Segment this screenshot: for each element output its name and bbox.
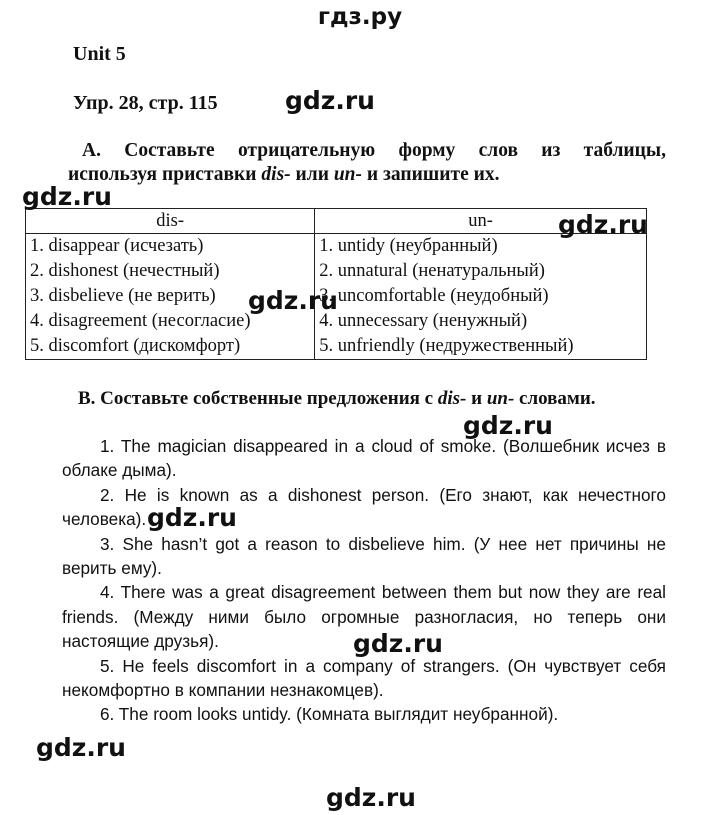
table-row: [26, 259, 647, 284]
table-header-dis: dis-: [26, 209, 315, 234]
table-cell-dis: 4. disagreement (несогласие): [26, 309, 315, 334]
task-a-line1: А. Составьте отрицательную форму слов из таблицы,: [82, 140, 666, 161]
sentence: 2. He is known as a dishonest person. (Его знают, как нечестного человека).: [62, 484, 666, 530]
task-a-instruction: [68, 139, 666, 187]
table-cell-dis: 3. disbelieve (не верить): [26, 284, 315, 309]
watermark: gdz.ru: [326, 783, 416, 812]
table-cell-un: 2. unnatural (ненатуральный): [315, 259, 647, 284]
table-cell-un: 5. unfriendly (недружественный): [315, 334, 647, 360]
sentence: 4. There was a great disagreement between them but now they are real friends. (Между ними было огромные разногласия, но теперь они настоящие друзья).: [62, 582, 666, 652]
prefix-un: un-: [333, 164, 363, 185]
watermark: gdz.ru: [285, 86, 375, 115]
watermark: gdz.ru: [463, 411, 553, 440]
watermark: gdz.ru: [248, 286, 338, 315]
watermark: gdz.ru: [558, 210, 648, 239]
prefix-dis: dis-: [261, 164, 291, 185]
table-cell-un: 1. untidy (неубранный): [315, 234, 647, 260]
sentence: 3. She hasn’t got a reason to disbelieve him. (У нее нет причины не верить ему).: [62, 533, 666, 579]
table-cell-dis: 1. disappear (исчезать): [26, 234, 315, 260]
example-sentences: [62, 434, 666, 727]
word-table: [25, 208, 647, 360]
prefix-un: un-: [486, 388, 515, 409]
exercise-title: Упр. 28, стр. 115: [73, 92, 218, 114]
watermark: gdz.ru: [147, 503, 237, 532]
table-row: [26, 334, 647, 360]
site-header: гдз.ру: [317, 4, 403, 30]
task-b-instruction: В. Составьте собственные предложения с dis- и un- словами.: [78, 388, 596, 409]
table-cell-dis: 2. dishonest (нечестный): [26, 259, 315, 284]
table-row: [26, 234, 647, 260]
sentence: 1. The magician disappeared in a cloud of smoke. (Волшебник исчез в облаке дыма).: [62, 436, 666, 481]
table-header-un: un-: [315, 209, 647, 234]
sentence: 6. The room looks untidy. (Комната выглядит неубранной).: [100, 704, 559, 725]
task-a-line2: используя приставки dis- или un- и запишите их.: [68, 164, 500, 185]
table-cell-dis: 5. discomfort (дискомфорт): [26, 334, 315, 360]
watermark: gdz.ru: [353, 629, 443, 658]
watermark: gdz.ru: [36, 733, 126, 762]
watermark: gdz.ru: [22, 182, 112, 211]
table-header-row: [26, 209, 647, 234]
table-cell-un: 4. unnecessary (ненужный): [315, 309, 647, 334]
prefix-dis: dis-: [437, 388, 467, 409]
unit-title: Unit 5: [73, 43, 126, 65]
sentence: 5. He feels discomfort in a company of strangers. (Он чувствует себя некомфортно в компании незнакомцев).: [62, 655, 666, 701]
table-cell-un: 3. uncomfortable (неудобный): [315, 284, 647, 309]
